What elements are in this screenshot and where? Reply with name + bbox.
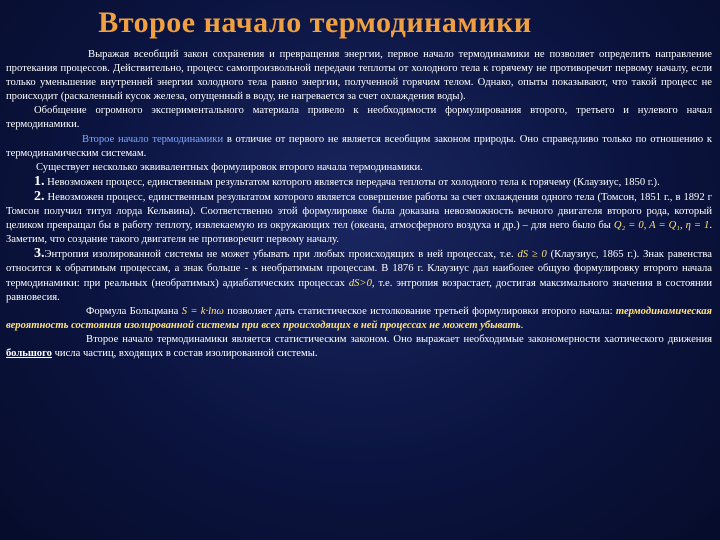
paragraph-formulations: Существует несколько эквивалентных формулировок второго начала термодинамики. [36, 161, 423, 173]
formulation-1 [6, 175, 712, 190]
formulation-2-number: 2. [34, 188, 45, 204]
statistical-text1: Второе начало термодинамики является статистическим законом. Оно выражает необходимые закономерности хаотического движения [86, 333, 712, 345]
statistical-text2: числа частиц, входящих в состав изолированной системы. [51, 347, 318, 359]
paragraph-boltzmann [6, 305, 712, 333]
boltzmann-formula: S = k·lnω [181, 305, 224, 317]
entropy-increase: dS>0 [348, 277, 372, 289]
formulation-2-tail: . Заметим, что создание такого двигателя не противоречит первому началу. [6, 220, 713, 246]
boltzmann-text2: позволяет дать статистическое истолкование третьей формулировки второго начала: [223, 305, 616, 317]
boltzmann-text1: Формула Больцмана [86, 305, 182, 317]
boltzmann-end: . [520, 319, 524, 331]
paragraph-generalization: Обобщение огромного экспериментального материала привело к необходимости формулирования второго, третьего и нулевого начал термодинамики. [6, 105, 712, 131]
entropy-inequality: ≥ 0 [531, 249, 547, 261]
formulation-3-text2: (Клаузиус, 1865 г.). Знак равенства относится к обратимым процессам, а знак больше - к необратимым процессам. В 1876 г. Клаузиус дал наиболее общую формулировку второго начала термодинамики: при реальных (необратимых) адиабатических процессах [6, 249, 712, 289]
page-title: Второе начало термодинамики [98, 6, 532, 39]
formulation-2 [6, 190, 712, 247]
boltzmann-emphasis: термодинамическая вероятность состояния изолированной системы при всех происходящих в ней процессах не может убывать [6, 305, 712, 331]
formulation-3 [6, 247, 712, 304]
formulation-3-number: 3. [34, 246, 45, 262]
perpetual-motion-formula: Q₂ = 0, A = Q₁, η = 1 [613, 220, 710, 232]
statistical-underlined: большого [6, 347, 52, 359]
formulation-1-number: 1. [34, 173, 45, 189]
entropy-differential: dS [517, 249, 529, 261]
formulation-3-text1: Энтропия изолированной системы не может убывать при любых происходящих в ней процессах, т.е. [44, 249, 518, 261]
formulation-1-text: Невозможен процесс, единственным результатом которого является передача теплоты от холодного тела к горячему (Клаузиус, 1850 г.). [44, 176, 660, 188]
formulation-3-text3: , т.е. энтропия возрастает, достигая максимального значения в состоянии равновесия. [6, 277, 712, 303]
second-law-term: Второе начало термодинамики [82, 133, 224, 145]
formulation-2-text: Невозможен процесс, единственным результатом которого является совершение работы за счет охлаждения одного тела (Томсон, 1851 г., в 1892 г Томсон получил титул лорда Кельвина). Соответственно этой формулировке была доказана невозможность вечного двигателя второго рода, который целиком превращал бы в работу теплоту, извлекаемую из окружающих тел (океана, атмосферного воздуха и др.) – для него было бы [6, 191, 712, 232]
paragraph-statistical-law [6, 333, 712, 361]
text-body [6, 48, 712, 361]
paragraph-second-law [6, 133, 712, 161]
second-law-text: в отличие от первого не является всеобщим законом природы. Оно справедливо только по отношению к термодинамическим системам. [6, 133, 713, 159]
paragraph-intro: Выражая всеобщий закон сохранения и превращения энергии, первое начало термодинамики не позволяет определить направление протекания процессов. Действительно, процесс самопроизвольной передачи теплоты от холодного тела к горячему не противоречит первому началу, если только уменьшение внутренней энергии холодного тела равно энергии, полученной горячим телом. Однако, опыты показывают, что такой процесс не происходит (раскаленный кусок железа, опущенный в воду, не нагревается за счет охлаждения воды). [6, 49, 712, 103]
